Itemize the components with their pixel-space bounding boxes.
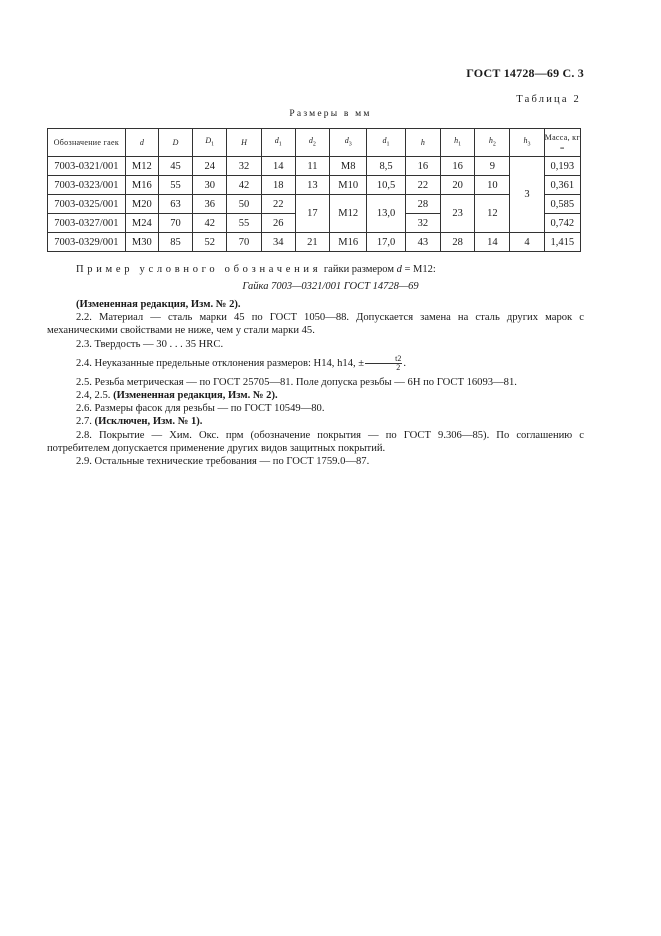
table-row bbox=[48, 176, 581, 195]
example-value: = M12: bbox=[401, 264, 436, 275]
cell-mass: 0,585 bbox=[544, 195, 580, 214]
cell-d2: 21 bbox=[295, 233, 329, 252]
cell-H: 50 bbox=[227, 195, 261, 214]
cell-d1-second: 17,0 bbox=[367, 233, 405, 252]
cell-D: 85 bbox=[158, 233, 192, 252]
col-header-d2: $d_2$ bbox=[295, 129, 329, 157]
example-rest-text: гайки размером bbox=[321, 264, 397, 275]
paragraph-2-4-2-5-change: 2.4, 2.5. (Измененная редакция, Изм. № 2). bbox=[76, 390, 278, 402]
dimensions-table bbox=[47, 128, 581, 252]
cell-d2: 13 bbox=[295, 176, 329, 195]
cell-d1: 26 bbox=[261, 214, 295, 233]
cell-d3-merged: M12 bbox=[330, 195, 367, 233]
cell-H: 55 bbox=[227, 214, 261, 233]
cell-h2: 10 bbox=[475, 176, 510, 195]
example-line bbox=[76, 264, 436, 275]
cell-D1: 30 bbox=[193, 176, 227, 195]
cell-d1-second-merged: 13,0 bbox=[367, 195, 405, 233]
col-header-D1: $D_1$ bbox=[193, 129, 227, 157]
example-variable: d bbox=[396, 264, 402, 275]
cell-h1-merged: 23 bbox=[440, 195, 474, 233]
cell-d1: 22 bbox=[261, 195, 295, 214]
col-header-d1: $d_1$ bbox=[261, 129, 295, 157]
cell-mass: 0,742 bbox=[544, 214, 580, 233]
cell-designation: 7003-0323/001 bbox=[48, 176, 126, 195]
col-header-designation: Обозначение гаек bbox=[48, 129, 126, 157]
paragraph-2-7: 2.7. (Исключен, Изм. № 1). bbox=[76, 416, 203, 428]
cell-h: 43 bbox=[405, 233, 440, 252]
table-row bbox=[48, 233, 581, 252]
col-header-h1: $h_1$ bbox=[440, 129, 474, 157]
paragraph-2-2: 2.2. Материал — сталь марки 45 по ГОСТ 1050—88. Допускается замена на сталь других марок с механическими свойствами не ниже, чем у стали марки 45. bbox=[47, 312, 584, 337]
table-row bbox=[48, 157, 581, 176]
col-header-h: h bbox=[405, 129, 440, 157]
cell-d1: 14 bbox=[261, 157, 295, 176]
cell-d1: 18 bbox=[261, 176, 295, 195]
cell-d2: 11 bbox=[295, 157, 329, 176]
cell-D1: 24 bbox=[193, 157, 227, 176]
cell-h1: 16 bbox=[440, 157, 474, 176]
cell-h: 32 bbox=[405, 214, 440, 233]
tolerance-fraction: $\frac{t2}{2}$ bbox=[365, 355, 402, 372]
cell-h: 16 bbox=[405, 157, 440, 176]
example-spaced-text: Пример условного обозначения bbox=[76, 264, 322, 275]
cell-D1: 42 bbox=[193, 214, 227, 233]
table-subcaption: Размеры в мм bbox=[289, 109, 372, 119]
cell-d: M12 bbox=[125, 157, 158, 176]
paragraph-2-9: 2.9. Остальные технические требования — по ГОСТ 1759.0—87. bbox=[76, 456, 370, 468]
col-header-mass: Масса, кг = bbox=[544, 129, 580, 157]
paragraph-2-4: 2.4. Неуказанные предельные отклонения размеров: H14, h14, ± $\frac{t2}{2}$ . bbox=[76, 353, 406, 372]
paragraph-2-8: 2.8. Покрытие — Хим. Окс. прм (обозначение покрытия — по ГОСТ 9.306—85). По соглашению с потребителем допускается применение других видов защитных покрытий. bbox=[47, 429, 584, 454]
cell-d1: 34 bbox=[261, 233, 295, 252]
cell-H: 42 bbox=[227, 176, 261, 195]
cell-d: M30 bbox=[125, 233, 158, 252]
paragraph-2-5: 2.5. Резьба метрическая — по ГОСТ 25705—81. Поле допуска резьбы — 6H по ГОСТ 16093—81. bbox=[76, 376, 517, 388]
cell-d: M24 bbox=[125, 214, 158, 233]
example-designation: Гайка 7003—0321/001 ГОСТ 14728—69 bbox=[242, 281, 419, 292]
table-caption: Таблица 2 bbox=[516, 94, 581, 105]
cell-d1-second: 10,5 bbox=[367, 176, 405, 195]
col-header-D: D bbox=[158, 129, 192, 157]
table-row bbox=[48, 195, 581, 214]
cell-H: 70 bbox=[227, 233, 261, 252]
requirements-text bbox=[47, 298, 584, 468]
cell-d: M20 bbox=[125, 195, 158, 214]
col-header-d1-second: $d_1$ bbox=[367, 129, 405, 157]
table-header-row bbox=[48, 129, 581, 157]
col-header-h3: $h_3$ bbox=[510, 129, 544, 157]
cell-d: M16 bbox=[125, 176, 158, 195]
cell-D: 70 bbox=[158, 214, 192, 233]
col-header-H: H bbox=[227, 129, 261, 157]
cell-h2: 14 bbox=[475, 233, 510, 252]
cell-h: 22 bbox=[405, 176, 440, 195]
col-header-d3: $d_3$ bbox=[330, 129, 367, 157]
cell-designation: 7003-0325/001 bbox=[48, 195, 126, 214]
paragraph-2-3: 2.3. Твердость — 30 . . . 35 HRC. bbox=[76, 338, 224, 350]
cell-H: 32 bbox=[227, 157, 261, 176]
cell-h2-merged: 12 bbox=[475, 195, 510, 233]
cell-h3: 4 bbox=[510, 233, 544, 252]
cell-D1: 52 bbox=[193, 233, 227, 252]
cell-h: 28 bbox=[405, 195, 440, 214]
cell-D: 45 bbox=[158, 157, 192, 176]
col-header-h2: $h_2$ bbox=[475, 129, 510, 157]
cell-d3: M8 bbox=[330, 157, 367, 176]
page-header: ГОСТ 14728—69 С. 3 bbox=[466, 66, 584, 80]
cell-d1-second: 8,5 bbox=[367, 157, 405, 176]
cell-mass: 0,361 bbox=[544, 176, 580, 195]
cell-designation: 7003-0321/001 bbox=[48, 157, 126, 176]
cell-h2: 9 bbox=[475, 157, 510, 176]
cell-mass: 1,415 bbox=[544, 233, 580, 252]
paragraph-2-6: 2.6. Размеры фасок для резьбы — по ГОСТ 10549—80. bbox=[76, 403, 325, 415]
col-header-d: d bbox=[125, 129, 158, 157]
cell-D: 63 bbox=[158, 195, 192, 214]
cell-D: 55 bbox=[158, 176, 192, 195]
paragraph-change-note: (Измененная редакция, Изм. № 2). bbox=[76, 299, 241, 310]
cell-designation: 7003-0329/001 bbox=[48, 233, 126, 252]
cell-mass: 0,193 bbox=[544, 157, 580, 176]
cell-h1: 28 bbox=[440, 233, 474, 252]
cell-D1: 36 bbox=[193, 195, 227, 214]
cell-designation: 7003-0327/001 bbox=[48, 214, 126, 233]
cell-d3: M10 bbox=[330, 176, 367, 195]
cell-d2-merged: 17 bbox=[295, 195, 329, 233]
cell-h3-merged: 3 bbox=[510, 157, 544, 233]
cell-d3: M16 bbox=[330, 233, 367, 252]
cell-h1: 20 bbox=[440, 176, 474, 195]
